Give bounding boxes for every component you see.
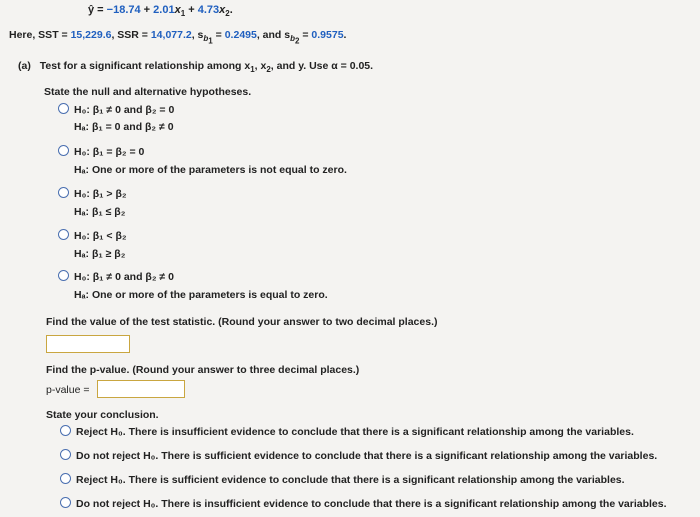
sst-label: Here, SST = [9,29,71,41]
hypothesis-option[interactable] [58,145,144,158]
h0-text: H₀: β₁ ≠ 0 and β₂ ≠ 0 [74,271,174,283]
conclusion-text: Reject H₀. There is insufficient evidence to conclude that there is a significant relationship among the variables. [76,426,634,438]
conclusion-option[interactable] [60,473,625,486]
ha-text: Hₐ: β₁ ≥ β₂ [74,248,126,260]
hypothesis-option[interactable] [58,270,174,283]
radio-button[interactable] [58,145,69,156]
test-stat-input[interactable] [46,335,130,353]
equals: = [212,29,225,41]
radio-button[interactable] [58,103,69,114]
yhat-label: ŷ = [88,4,107,16]
sb2-subsub: 2 [295,36,300,46]
x1-var: x [174,4,181,16]
x2-var: x [219,4,226,16]
radio-button[interactable] [58,187,69,198]
sb2-label: , and s [256,29,291,41]
ssr-value: 14,077.2 [150,29,192,41]
ha-text: Hₐ: β₁ = 0 and β₂ ≠ 0 [74,121,174,133]
equals: = [299,29,312,41]
b0-value: −18.74 [106,4,141,16]
ha-text: Hₐ: One or more of the parameters is not equal to zero. [74,164,347,176]
hypothesis-option[interactable] [58,187,127,200]
conclusion-option[interactable] [60,449,657,462]
plus-sign: + [140,4,154,16]
radio-button[interactable] [60,449,71,460]
radio-button[interactable] [60,497,71,508]
radio-button[interactable] [58,270,69,281]
b2-value: 4.73 [197,4,220,16]
hypotheses-prompt: State the null and alternative hypotheses. [44,86,252,98]
part-a-label: (a) [18,60,31,72]
part-a-text-2: , x [254,60,267,72]
h0-text: H₀: β₁ > β₂ [74,188,127,200]
h0-text: H₀: β₁ = β₂ = 0 [74,146,145,158]
conclusion-prompt: State your conclusion. [46,409,159,421]
ha-text: Hₐ: One or more of the parameters is equal to zero. [74,289,328,301]
pvalue-prompt: Find the p-value. (Round your answer to three decimal places.) [46,364,360,376]
sb1-sub: b [203,34,209,44]
plus-sign: + [185,4,198,16]
sb1-label: , s [191,29,204,41]
conclusion-text: Reject H₀. There is sufficient evidence to conclude that there is a significant relationship among the variables. [76,474,625,486]
ssr-label: , SSR = [111,29,151,41]
test-stat-prompt: Find the value of the test statistic. (Round your answer to two decimal places.) [46,316,438,328]
x2-sub: 2 [225,9,230,19]
hypothesis-option[interactable] [58,229,127,242]
sb2-sub: b [290,34,295,44]
radio-button[interactable] [60,425,71,436]
stats-line [9,29,346,46]
conclusion-text: Do not reject H₀. There is insufficient evidence to conclude that there is a significant relationship among the variables. [76,498,667,510]
sb1-value: 0.2495 [224,29,257,41]
conclusion-option[interactable] [60,425,634,438]
x1-sub: 1 [250,65,255,75]
conclusion-text: Do not reject H₀. There is sufficient evidence to conclude that there is a significant relationship among the variables. [76,450,658,462]
sb2-value: 0.9575 [311,29,344,41]
hypothesis-option[interactable] [58,103,174,116]
x2-sub: 2 [266,65,271,75]
sb1-subsub: 1 [208,36,213,46]
conclusion-option[interactable] [60,497,667,510]
sst-value: 15,229.6 [70,29,112,41]
pvalue-label: p-value = [46,384,90,396]
period: . [343,29,347,41]
part-a-text: Test for a significant relationship among x [39,60,251,72]
regression-equation [88,4,233,18]
pvalue-input[interactable] [97,380,185,398]
x1-sub: 1 [180,9,186,19]
radio-button[interactable] [58,229,69,240]
radio-button[interactable] [60,473,71,484]
ha-text: Hₐ: β₁ ≤ β₂ [74,206,126,218]
period: . [229,4,233,16]
h0-text: H₀: β₁ ≠ 0 and β₂ = 0 [74,104,175,116]
part-a-heading [18,60,373,74]
b1-value: 2.01 [153,4,175,16]
part-a-text-3: , and y. Use α = 0.05. [270,60,374,72]
h0-text: H₀: β₁ < β₂ [74,230,127,242]
